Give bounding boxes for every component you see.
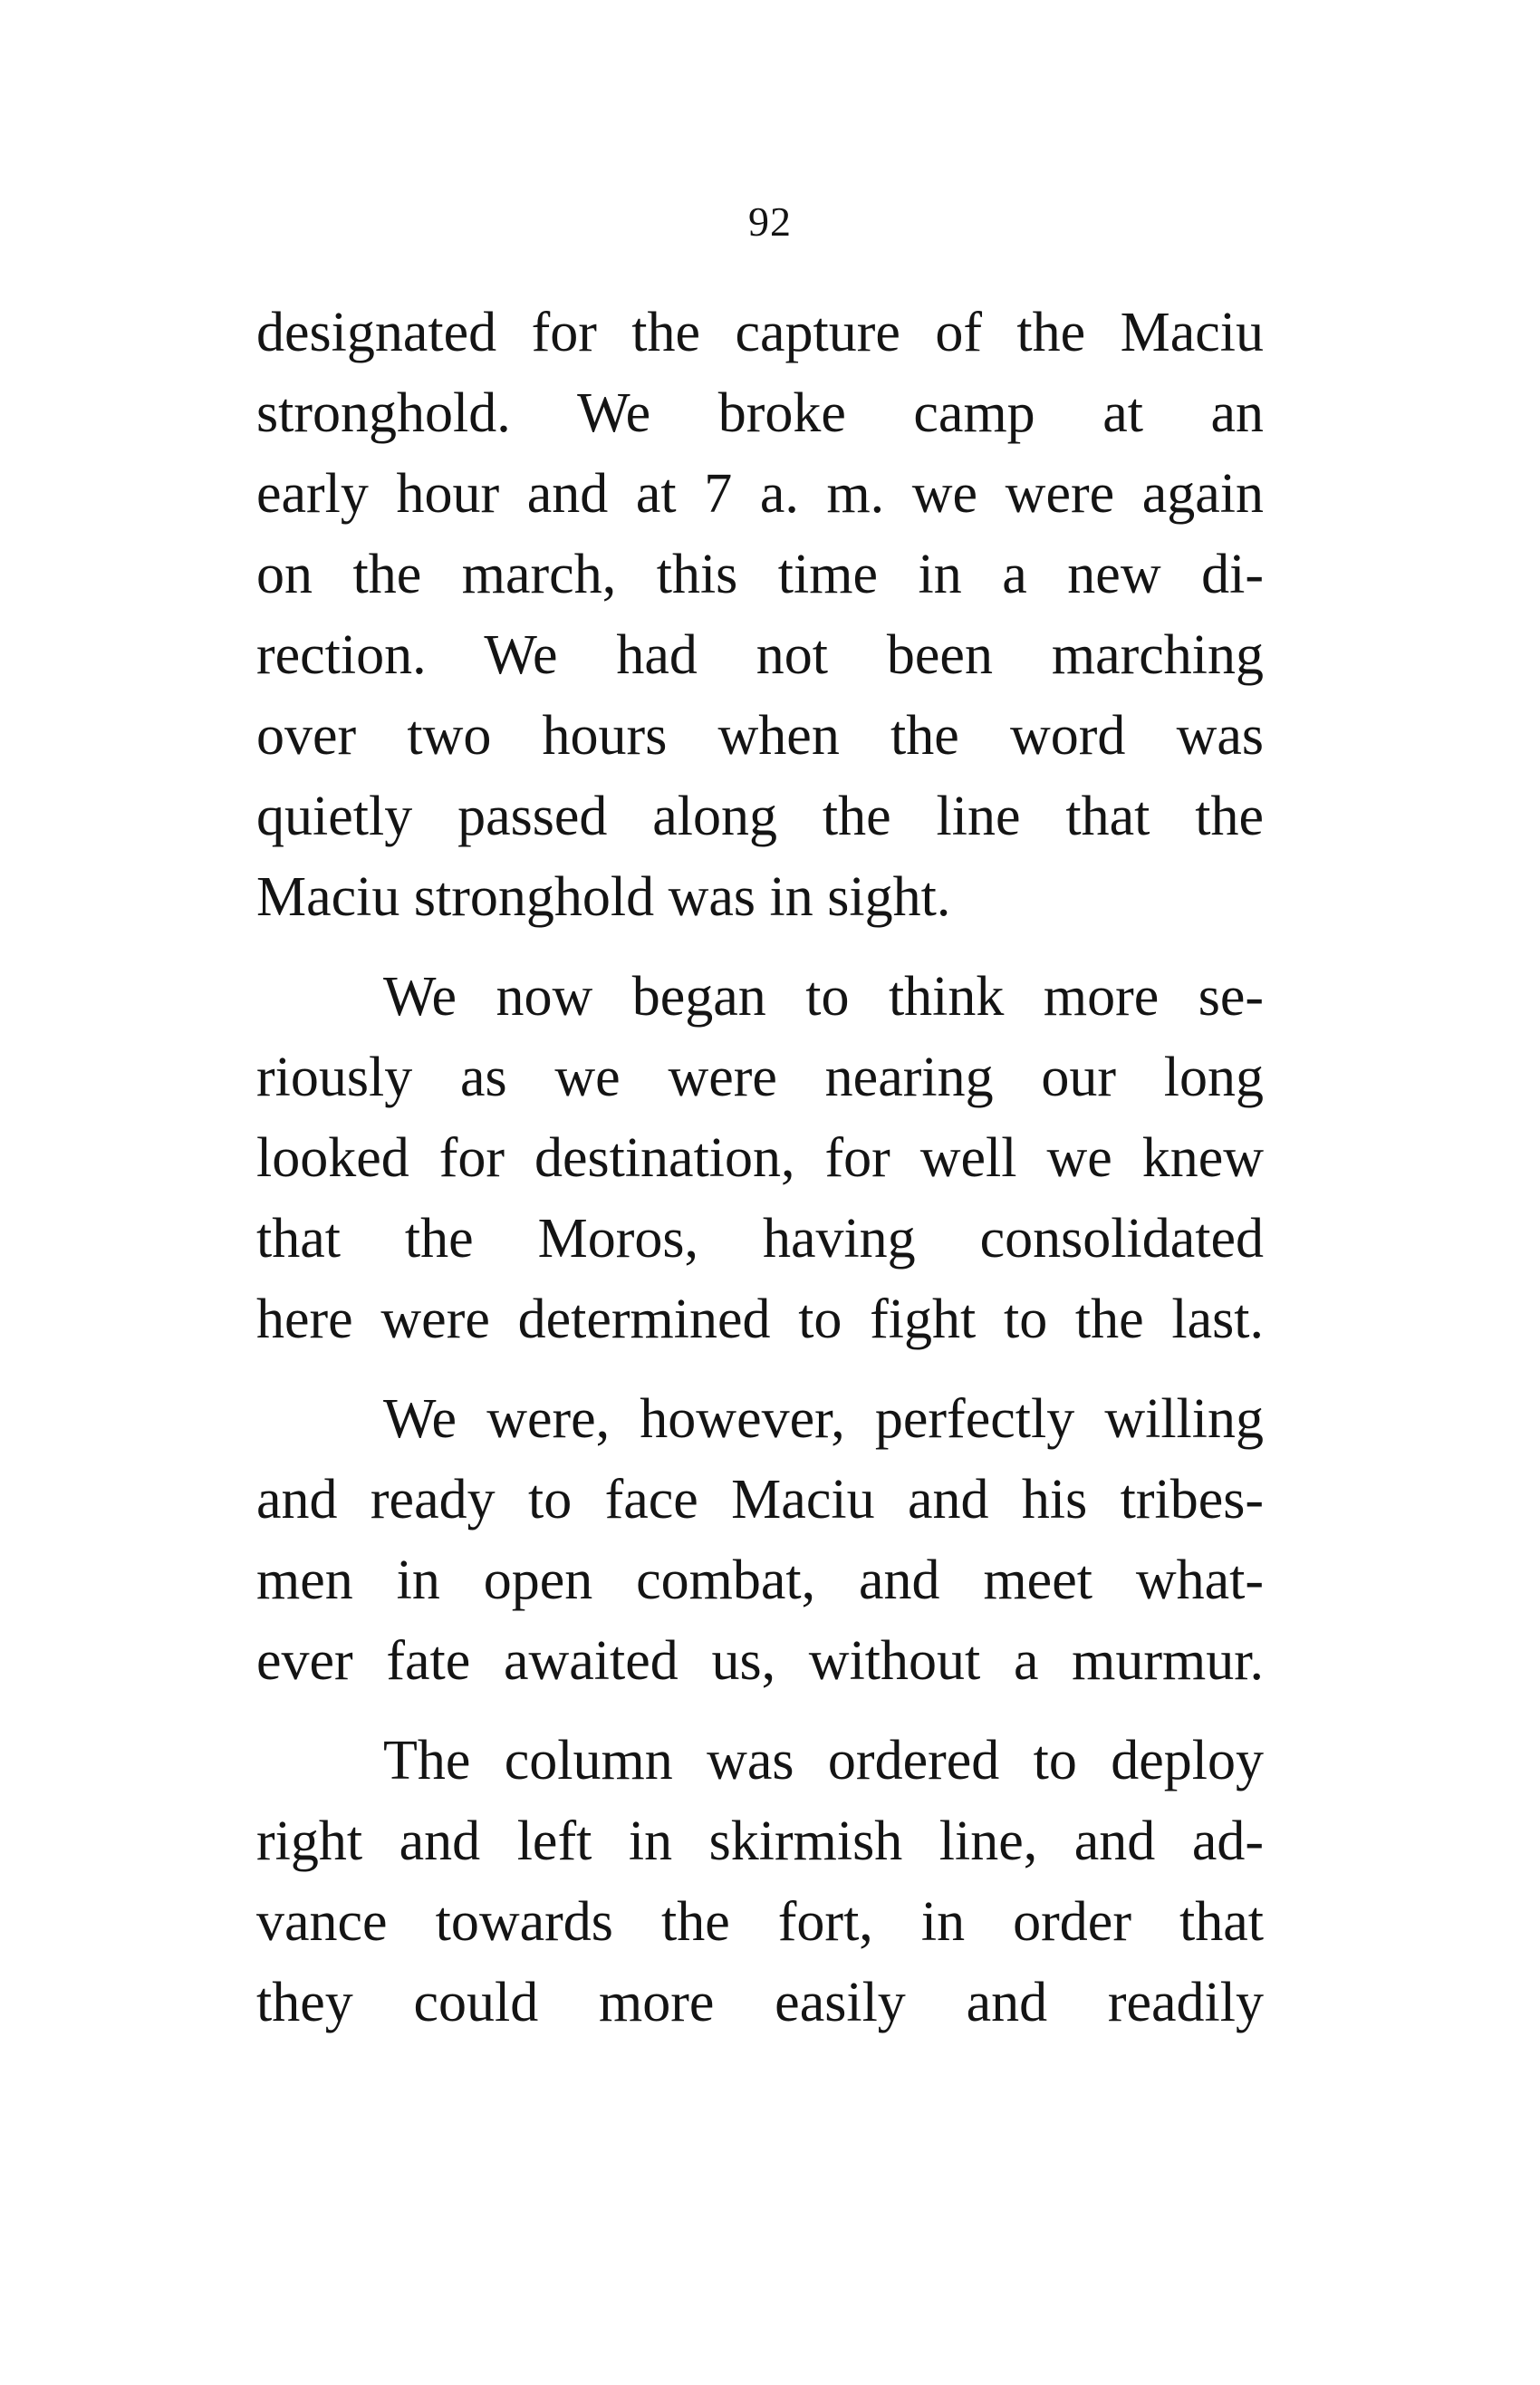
paragraph-3 [256,1379,1264,1702]
text-line: that the Moros, having consolidated [256,1208,1264,1270]
text-line: here were determined to fight to the last. [256,1289,1264,1350]
text-line: over two hours when the word was [256,705,1264,767]
paragraph-2 [256,957,1264,1360]
paragraph-1 [256,293,1264,938]
text-line: We were, however, perfectly willing [383,1388,1264,1450]
body-text [256,293,1264,2043]
text-line: stronghold. We broke camp at an [256,382,1264,444]
paragraph-4 [256,1721,1264,2043]
page-number: 92 [748,198,792,245]
text-line: looked for destination, for well we knew [256,1127,1264,1189]
text-line: on the march, this time in a new di- [256,544,1264,605]
text-line: right and left in skirmish line, and ad- [256,1810,1264,1872]
text-line: men in open combat, and meet what- [256,1550,1264,1611]
text-line: rection. We had not been marching [256,624,1264,686]
paragraph-gap [256,1360,1264,1379]
text-line: Maciu stronghold was in sight. [256,866,951,928]
text-line: early hour and at 7 a. m. we were again [256,463,1264,525]
text-line: ever fate awaited us, without a murmur. [256,1630,1264,1692]
text-line: We now began to think more se- [383,966,1264,1028]
text-line: riously as we were nearing our long [256,1047,1264,1108]
text-line: they could more easily and readily [256,1972,1264,2033]
text-line: vance towards the fort, in order that [256,1891,1264,1953]
text-line: The column was ordered to deploy [383,1730,1264,1791]
text-line: quietly passed along the line that the [256,786,1264,847]
text-line: designated for the capture of the Maciu [256,302,1264,363]
paragraph-gap [256,938,1264,957]
text-line: and ready to face Maciu and his tribes- [256,1469,1264,1530]
paragraph-gap [256,1702,1264,1721]
